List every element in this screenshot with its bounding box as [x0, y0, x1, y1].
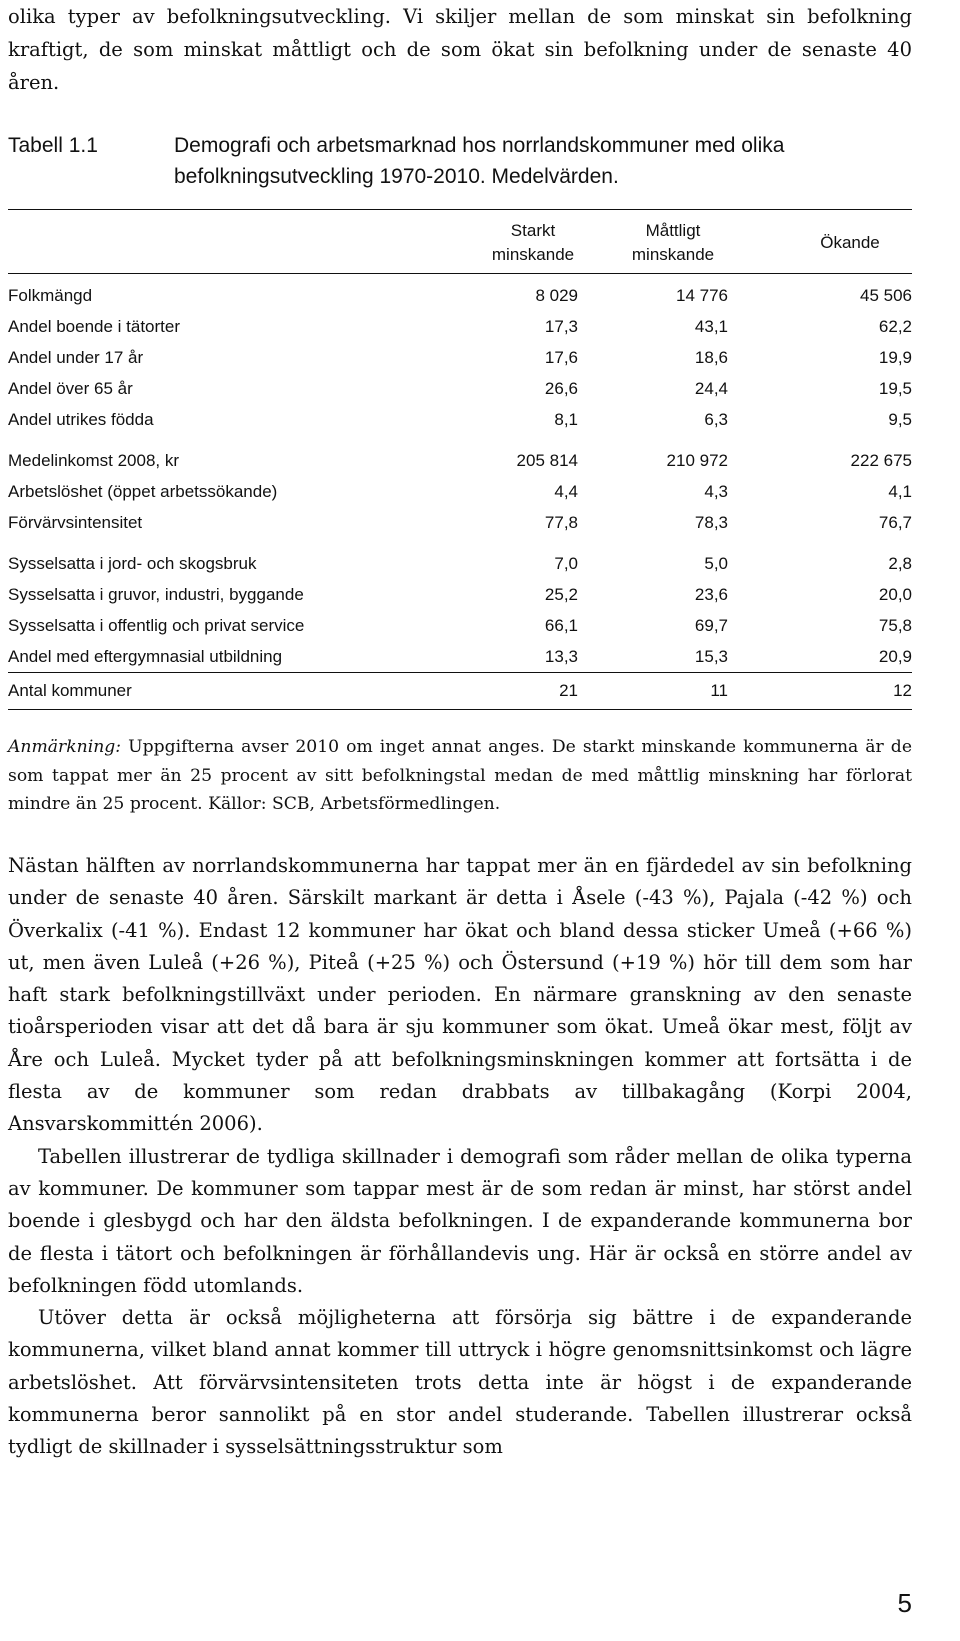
table-cell: 5,0: [704, 554, 728, 573]
table-row: [8, 373, 912, 404]
body-paragraph-3: Utöver detta är också möjligheterna att försörja sig bättre i de expanderande kommunerna, vilket bland annat kommer till uttryck i högre genomsnittsinkomst och lägre arbetslöshet. Att förvärvsintensiteten trots detta inte är högst i de expanderande kommunerna beror sannolikt på en stor andel studerande. Tabellen illustrerar också tydligt de skillnader i sysselsättningsstruktur som: [8, 1306, 912, 1459]
demography-table: [8, 209, 912, 710]
table-cell: 20,0: [878, 585, 912, 604]
table-cell: 43,1: [694, 317, 728, 336]
table-cell: 25,2: [544, 585, 578, 604]
table-cell: 75,8: [878, 616, 912, 635]
table-cell: 4,3: [704, 482, 728, 501]
row-label: Andel med eftergymnasial utbildning: [8, 647, 283, 666]
column-header: Måttligt minskande: [578, 210, 728, 274]
table-label: Tabell 1.1: [8, 134, 98, 157]
table-cell: 4,4: [554, 482, 578, 501]
table-row: [8, 538, 912, 579]
table-row: [8, 342, 912, 373]
table-row: [8, 476, 912, 507]
column-header: Ökande: [728, 210, 912, 274]
table-cell: 78,3: [694, 513, 728, 532]
row-label: Sysselsatta i gruvor, industri, byggande: [8, 585, 304, 604]
row-label: Förvärvsintensitet: [8, 513, 143, 532]
table-cell: 45 506: [860, 286, 912, 305]
table-cell: 18,6: [694, 348, 728, 367]
row-label: Andel under 17 år: [8, 348, 144, 367]
table-header-row: [8, 210, 912, 274]
table-row: [8, 435, 912, 476]
table-cell: 13,3: [544, 647, 578, 666]
table-row: [8, 579, 912, 610]
table-cell: 222 675: [850, 451, 912, 470]
table-cell: 6,3: [704, 410, 728, 429]
page-number: 5: [897, 1588, 912, 1618]
table-cell: 7,0: [554, 554, 578, 573]
table-row: [8, 641, 912, 673]
row-label: Folkmängd: [8, 286, 93, 305]
table-row: [8, 311, 912, 342]
body-paragraph-1: Nästan hälften av norrlandskommunerna har tappat mer än en fjärdedel av sin befolkning under de senaste 40 åren. Särskilt markant är detta i Åsele (-43 %), Pajala (-42 %) och Överkalix (-41 %). Endast 12 kommuner har ökat och bland dessa sticker Umeå (+66 %) ut, men även Luleå (+26 %), Piteå (+25 %) och Östersund (+19 %) hör till dem som har haft stark befolkningstillväxt under perioden. En närmare granskning av den senaste tioårsperioden visar att det då bara är sju kommuner som ökat. Umeå ökar mest, följt av Åre och Luleå. Mycket tyder på att befolkningsminskningen kommer att fortsätta i de flesta av de kommuner som redan drabbats av tillbakagång (Korpi 2004, Ansvarskommittén 2006).: [8, 854, 912, 1136]
table-cell: 77,8: [544, 513, 578, 532]
table-cell: 2,8: [888, 554, 912, 573]
row-label: Sysselsatta i jord- och skogsbruk: [8, 554, 257, 573]
table-cell: 14 776: [676, 286, 728, 305]
table-cell: 205 814: [516, 451, 578, 470]
row-label: Andel över 65 år: [8, 379, 133, 398]
total-cell: 11: [578, 673, 728, 710]
body-text: [8, 850, 912, 1464]
table-cell: 26,6: [544, 379, 578, 398]
table-cell: 17,3: [544, 317, 578, 336]
intro-paragraph: olika typer av befolkningsutveckling. Vi skiljer mellan de som minskat sin befolkning kraftigt, de som minskat måttligt och de som ökat sin befolkning under de senaste 40 åren.: [8, 5, 912, 94]
table-cell: 69,7: [694, 616, 728, 635]
header-label-cell: [8, 210, 408, 274]
table-row: [8, 274, 912, 312]
table-caption-text: Demografi och arbetsmarknad hos norrlandskommuner med olika befolkningsutveckling 1970-2010. Medelvärden.: [174, 134, 785, 188]
table-cell: 24,4: [694, 379, 728, 398]
table-cell: 17,6: [544, 348, 578, 367]
table-cell: 19,5: [878, 379, 912, 398]
table-cell: 4,1: [888, 482, 912, 501]
table-total-row: [8, 673, 912, 710]
table-cell: 9,5: [888, 410, 912, 429]
table-cell: 15,3: [694, 647, 728, 666]
table-note: [8, 733, 912, 819]
table-cell: 210 972: [666, 451, 728, 470]
note-text: Uppgifterna avser 2010 om inget annat anges. De starkt minskande kommunerna är de som tappat mer än 25 procent av sitt befolkningstal medan de med måttlig minskning har förlorat mindre än 25 procent. Källor: SCB, Arbetsförmedlingen.: [8, 737, 912, 814]
table-cell: 76,7: [878, 513, 912, 532]
table-cell: 66,1: [544, 616, 578, 635]
table-cell: 23,6: [694, 585, 728, 604]
row-label: Medelinkomst 2008, kr: [8, 451, 180, 470]
table-cell: 8 029: [535, 286, 578, 305]
total-label: Antal kommuner: [8, 673, 408, 710]
table-row: [8, 507, 912, 538]
table-cell: 62,2: [878, 317, 912, 336]
note-label: Anmärkning:: [8, 737, 122, 757]
table-row: [8, 610, 912, 641]
total-cell: 12: [728, 673, 912, 710]
body-paragraph-2: Tabellen illustrerar de tydliga skillnader i demografi som råder mellan de olika typerna av kommuner. De kommuner som tappar mest är de som redan är minst, har störst andel boende i glesbygd och har den äldsta befolkningen. I de expanderande kommunerna bor de flesta i tätort och befolkningen är förhållandevis ung. Här är också en större andel av befolkningen född utomlands.: [8, 1144, 912, 1297]
column-header: Starkt minskande: [408, 210, 578, 274]
table-cell: 19,9: [878, 348, 912, 367]
row-label: Andel utrikes födda: [8, 410, 154, 429]
row-label: Arbetslöshet (öppet arbetssökande): [8, 482, 278, 501]
total-cell: 21: [408, 673, 578, 710]
table-row: [8, 404, 912, 435]
row-label: Andel boende i tätorter: [8, 317, 181, 336]
table-cell: 8,1: [554, 410, 578, 429]
table-cell: 20,9: [878, 647, 912, 666]
row-label: Sysselsatta i offentlig och privat service: [8, 616, 305, 635]
